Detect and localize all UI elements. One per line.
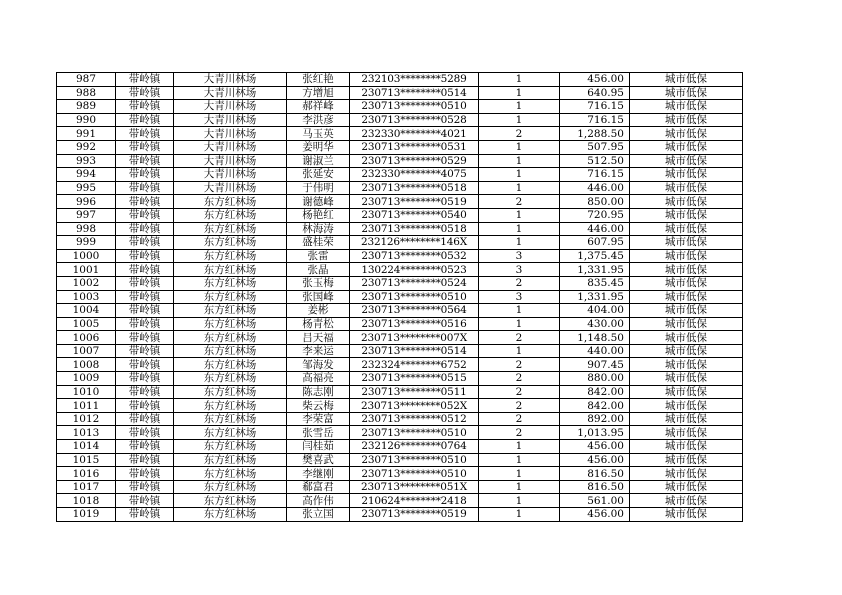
person-name-cell: 姜彬 bbox=[287, 304, 350, 318]
id-number-cell: 230713********0532 bbox=[350, 249, 479, 263]
household-count-cell: 3 bbox=[479, 249, 560, 263]
amount-cell: 456.00 bbox=[560, 440, 630, 454]
person-name-cell: 吕天福 bbox=[287, 331, 350, 345]
town-cell: 带岭镇 bbox=[116, 372, 174, 386]
town-cell: 带岭镇 bbox=[116, 127, 174, 141]
row-number-cell: 1008 bbox=[57, 358, 116, 372]
assistance-type-cell: 城市低保 bbox=[630, 73, 743, 87]
household-count-cell: 1 bbox=[479, 140, 560, 154]
town-cell: 带岭镇 bbox=[116, 412, 174, 426]
row-number-cell: 996 bbox=[57, 195, 116, 209]
amount-cell: 1,013.95 bbox=[560, 426, 630, 440]
amount-cell: 1,331.95 bbox=[560, 263, 630, 277]
household-count-cell: 2 bbox=[479, 426, 560, 440]
town-cell: 带岭镇 bbox=[116, 358, 174, 372]
household-count-cell: 1 bbox=[479, 480, 560, 494]
amount-cell: 1,148.50 bbox=[560, 331, 630, 345]
assistance-type-cell: 城市低保 bbox=[630, 494, 743, 508]
table-row bbox=[57, 440, 743, 454]
town-cell: 带岭镇 bbox=[116, 73, 174, 87]
table-row bbox=[57, 331, 743, 345]
row-number-cell: 1009 bbox=[57, 372, 116, 386]
table-row bbox=[57, 372, 743, 386]
person-name-cell: 李继刚 bbox=[287, 467, 350, 481]
household-count-cell: 1 bbox=[479, 508, 560, 522]
assistance-type-cell: 城市低保 bbox=[630, 480, 743, 494]
row-number-cell: 1000 bbox=[57, 249, 116, 263]
amount-cell: 716.15 bbox=[560, 113, 630, 127]
row-number-cell: 994 bbox=[57, 168, 116, 182]
town-cell: 带岭镇 bbox=[116, 508, 174, 522]
forest-farm-cell: 东方红林场 bbox=[174, 372, 287, 386]
person-name-cell: 邹海发 bbox=[287, 358, 350, 372]
id-number-cell: 230713********0514 bbox=[350, 344, 479, 358]
table-row bbox=[57, 399, 743, 413]
person-name-cell: 李来运 bbox=[287, 344, 350, 358]
table-row bbox=[57, 236, 743, 250]
forest-farm-cell: 东方红林场 bbox=[174, 263, 287, 277]
assistance-type-cell: 城市低保 bbox=[630, 140, 743, 154]
forest-farm-cell: 东方红林场 bbox=[174, 208, 287, 222]
id-number-cell: 230713********0510 bbox=[350, 290, 479, 304]
person-name-cell: 谢德峰 bbox=[287, 195, 350, 209]
household-count-cell: 1 bbox=[479, 467, 560, 481]
forest-farm-cell: 大青川林场 bbox=[174, 73, 287, 87]
row-number-cell: 1005 bbox=[57, 317, 116, 331]
forest-farm-cell: 大青川林场 bbox=[174, 100, 287, 114]
household-count-cell: 2 bbox=[479, 331, 560, 345]
amount-cell: 456.00 bbox=[560, 453, 630, 467]
household-count-cell: 1 bbox=[479, 181, 560, 195]
table-row bbox=[57, 290, 743, 304]
amount-cell: 607.95 bbox=[560, 236, 630, 250]
table-row bbox=[57, 508, 743, 522]
household-count-cell: 1 bbox=[479, 73, 560, 87]
forest-farm-cell: 大青川林场 bbox=[174, 181, 287, 195]
person-name-cell: 张晶 bbox=[287, 263, 350, 277]
id-number-cell: 230713********0511 bbox=[350, 385, 479, 399]
town-cell: 带岭镇 bbox=[116, 195, 174, 209]
assistance-type-cell: 城市低保 bbox=[630, 372, 743, 386]
assistance-type-cell: 城市低保 bbox=[630, 467, 743, 481]
amount-cell: 716.15 bbox=[560, 168, 630, 182]
table-row bbox=[57, 154, 743, 168]
forest-farm-cell: 大青川林场 bbox=[174, 113, 287, 127]
town-cell: 带岭镇 bbox=[116, 263, 174, 277]
forest-farm-cell: 东方红林场 bbox=[174, 249, 287, 263]
town-cell: 带岭镇 bbox=[116, 249, 174, 263]
person-name-cell: 郝祥峰 bbox=[287, 100, 350, 114]
amount-cell: 404.00 bbox=[560, 304, 630, 318]
amount-cell: 561.00 bbox=[560, 494, 630, 508]
id-number-cell: 230713********0528 bbox=[350, 113, 479, 127]
id-number-cell: 230713********0516 bbox=[350, 317, 479, 331]
id-number-cell: 230713********0510 bbox=[350, 453, 479, 467]
id-number-cell: 230713********0529 bbox=[350, 154, 479, 168]
id-number-cell: 230713********0510 bbox=[350, 100, 479, 114]
person-name-cell: 高作伟 bbox=[287, 494, 350, 508]
household-count-cell: 1 bbox=[479, 208, 560, 222]
assistance-type-cell: 城市低保 bbox=[630, 331, 743, 345]
person-name-cell: 杨艳红 bbox=[287, 208, 350, 222]
assistance-type-cell: 城市低保 bbox=[630, 399, 743, 413]
person-name-cell: 姜明华 bbox=[287, 140, 350, 154]
town-cell: 带岭镇 bbox=[116, 86, 174, 100]
table-row bbox=[57, 304, 743, 318]
id-number-cell: 230713********0531 bbox=[350, 140, 479, 154]
assistance-type-cell: 城市低保 bbox=[630, 290, 743, 304]
assistance-type-cell: 城市低保 bbox=[630, 453, 743, 467]
id-number-cell: 230713********0519 bbox=[350, 195, 479, 209]
person-name-cell: 张立国 bbox=[287, 508, 350, 522]
assistance-type-cell: 城市低保 bbox=[630, 358, 743, 372]
person-name-cell: 杨青松 bbox=[287, 317, 350, 331]
id-number-cell: 210624********2418 bbox=[350, 494, 479, 508]
town-cell: 带岭镇 bbox=[116, 399, 174, 413]
row-number-cell: 997 bbox=[57, 208, 116, 222]
table-row bbox=[57, 426, 743, 440]
person-name-cell: 陈志刚 bbox=[287, 385, 350, 399]
forest-farm-cell: 东方红林场 bbox=[174, 426, 287, 440]
town-cell: 带岭镇 bbox=[116, 426, 174, 440]
forest-farm-cell: 东方红林场 bbox=[174, 385, 287, 399]
row-number-cell: 999 bbox=[57, 236, 116, 250]
household-count-cell: 1 bbox=[479, 304, 560, 318]
table-row bbox=[57, 412, 743, 426]
id-number-cell: 232126********0764 bbox=[350, 440, 479, 454]
table-row bbox=[57, 453, 743, 467]
amount-cell: 507.95 bbox=[560, 140, 630, 154]
town-cell: 带岭镇 bbox=[116, 236, 174, 250]
person-name-cell: 闫桂茹 bbox=[287, 440, 350, 454]
id-number-cell: 230713********0524 bbox=[350, 276, 479, 290]
household-count-cell: 2 bbox=[479, 358, 560, 372]
row-number-cell: 1011 bbox=[57, 399, 116, 413]
forest-farm-cell: 东方红林场 bbox=[174, 331, 287, 345]
assistance-type-cell: 城市低保 bbox=[630, 412, 743, 426]
forest-farm-cell: 大青川林场 bbox=[174, 127, 287, 141]
town-cell: 带岭镇 bbox=[116, 304, 174, 318]
row-number-cell: 989 bbox=[57, 100, 116, 114]
amount-cell: 512.50 bbox=[560, 154, 630, 168]
assistance-type-cell: 城市低保 bbox=[630, 426, 743, 440]
row-number-cell: 988 bbox=[57, 86, 116, 100]
amount-cell: 1,375.45 bbox=[560, 249, 630, 263]
person-name-cell: 谢淑兰 bbox=[287, 154, 350, 168]
row-number-cell: 1007 bbox=[57, 344, 116, 358]
row-number-cell: 1010 bbox=[57, 385, 116, 399]
forest-farm-cell: 东方红林场 bbox=[174, 467, 287, 481]
household-count-cell: 3 bbox=[479, 263, 560, 277]
person-name-cell: 张雪岳 bbox=[287, 426, 350, 440]
row-number-cell: 992 bbox=[57, 140, 116, 154]
household-count-cell: 1 bbox=[479, 440, 560, 454]
assistance-type-cell: 城市低保 bbox=[630, 440, 743, 454]
row-number-cell: 1018 bbox=[57, 494, 116, 508]
household-count-cell: 2 bbox=[479, 399, 560, 413]
town-cell: 带岭镇 bbox=[116, 440, 174, 454]
forest-farm-cell: 东方红林场 bbox=[174, 399, 287, 413]
amount-cell: 907.45 bbox=[560, 358, 630, 372]
id-number-cell: 230713********0518 bbox=[350, 222, 479, 236]
assistance-type-cell: 城市低保 bbox=[630, 208, 743, 222]
assistance-type-cell: 城市低保 bbox=[630, 168, 743, 182]
assistance-type-cell: 城市低保 bbox=[630, 222, 743, 236]
id-number-cell: 230713********0540 bbox=[350, 208, 479, 222]
person-name-cell: 张玉梅 bbox=[287, 276, 350, 290]
table-row bbox=[57, 181, 743, 195]
person-name-cell: 柴云梅 bbox=[287, 399, 350, 413]
table-row bbox=[57, 127, 743, 141]
table-row bbox=[57, 168, 743, 182]
assistance-type-cell: 城市低保 bbox=[630, 113, 743, 127]
table-row bbox=[57, 208, 743, 222]
person-name-cell: 张雷 bbox=[287, 249, 350, 263]
table-row bbox=[57, 73, 743, 87]
amount-cell: 716.15 bbox=[560, 100, 630, 114]
forest-farm-cell: 东方红林场 bbox=[174, 453, 287, 467]
forest-farm-cell: 东方红林场 bbox=[174, 276, 287, 290]
row-number-cell: 987 bbox=[57, 73, 116, 87]
town-cell: 带岭镇 bbox=[116, 467, 174, 481]
forest-farm-cell: 东方红林场 bbox=[174, 344, 287, 358]
household-count-cell: 2 bbox=[479, 276, 560, 290]
amount-cell: 430.00 bbox=[560, 317, 630, 331]
town-cell: 带岭镇 bbox=[116, 317, 174, 331]
forest-farm-cell: 东方红林场 bbox=[174, 304, 287, 318]
household-count-cell: 2 bbox=[479, 385, 560, 399]
assistance-type-cell: 城市低保 bbox=[630, 100, 743, 114]
town-cell: 带岭镇 bbox=[116, 331, 174, 345]
town-cell: 带岭镇 bbox=[116, 100, 174, 114]
town-cell: 带岭镇 bbox=[116, 480, 174, 494]
forest-farm-cell: 大青川林场 bbox=[174, 168, 287, 182]
household-count-cell: 2 bbox=[479, 195, 560, 209]
assistance-type-cell: 城市低保 bbox=[630, 508, 743, 522]
amount-cell: 850.00 bbox=[560, 195, 630, 209]
row-number-cell: 1014 bbox=[57, 440, 116, 454]
row-number-cell: 1017 bbox=[57, 480, 116, 494]
table-row bbox=[57, 358, 743, 372]
id-number-cell: 232126********146X bbox=[350, 236, 479, 250]
forest-farm-cell: 东方红林场 bbox=[174, 236, 287, 250]
assistance-type-cell: 城市低保 bbox=[630, 195, 743, 209]
assistance-type-cell: 城市低保 bbox=[630, 304, 743, 318]
forest-farm-cell: 东方红林场 bbox=[174, 494, 287, 508]
town-cell: 带岭镇 bbox=[116, 208, 174, 222]
forest-farm-cell: 东方红林场 bbox=[174, 440, 287, 454]
assistance-type-cell: 城市低保 bbox=[630, 236, 743, 250]
household-count-cell: 1 bbox=[479, 154, 560, 168]
assistance-type-cell: 城市低保 bbox=[630, 154, 743, 168]
household-count-cell: 2 bbox=[479, 372, 560, 386]
person-name-cell: 李洪彦 bbox=[287, 113, 350, 127]
amount-cell: 720.95 bbox=[560, 208, 630, 222]
amount-cell: 446.00 bbox=[560, 222, 630, 236]
id-number-cell: 230713********0510 bbox=[350, 467, 479, 481]
forest-farm-cell: 东方红林场 bbox=[174, 290, 287, 304]
allowance-table bbox=[56, 72, 743, 522]
forest-farm-cell: 大青川林场 bbox=[174, 140, 287, 154]
town-cell: 带岭镇 bbox=[116, 113, 174, 127]
table-row bbox=[57, 263, 743, 277]
town-cell: 带岭镇 bbox=[116, 344, 174, 358]
amount-cell: 842.00 bbox=[560, 399, 630, 413]
row-number-cell: 1015 bbox=[57, 453, 116, 467]
table-row bbox=[57, 222, 743, 236]
forest-farm-cell: 东方红林场 bbox=[174, 195, 287, 209]
table-row bbox=[57, 385, 743, 399]
person-name-cell: 樊喜武 bbox=[287, 453, 350, 467]
town-cell: 带岭镇 bbox=[116, 168, 174, 182]
table-row bbox=[57, 467, 743, 481]
table-row bbox=[57, 100, 743, 114]
forest-farm-cell: 东方红林场 bbox=[174, 358, 287, 372]
assistance-type-cell: 城市低保 bbox=[630, 127, 743, 141]
town-cell: 带岭镇 bbox=[116, 276, 174, 290]
amount-cell: 816.50 bbox=[560, 480, 630, 494]
household-count-cell: 1 bbox=[479, 100, 560, 114]
table-row bbox=[57, 249, 743, 263]
assistance-type-cell: 城市低保 bbox=[630, 249, 743, 263]
id-number-cell: 232103********5289 bbox=[350, 73, 479, 87]
forest-farm-cell: 东方红林场 bbox=[174, 222, 287, 236]
amount-cell: 880.00 bbox=[560, 372, 630, 386]
amount-cell: 640.95 bbox=[560, 86, 630, 100]
person-name-cell: 盛桂荣 bbox=[287, 236, 350, 250]
person-name-cell: 张红艳 bbox=[287, 73, 350, 87]
id-number-cell: 230713********0514 bbox=[350, 86, 479, 100]
table-row bbox=[57, 344, 743, 358]
id-number-cell: 230713********0518 bbox=[350, 181, 479, 195]
forest-farm-cell: 东方红林场 bbox=[174, 480, 287, 494]
row-number-cell: 1019 bbox=[57, 508, 116, 522]
household-count-cell: 1 bbox=[479, 168, 560, 182]
table-row bbox=[57, 195, 743, 209]
town-cell: 带岭镇 bbox=[116, 222, 174, 236]
amount-cell: 1,288.50 bbox=[560, 127, 630, 141]
assistance-type-cell: 城市低保 bbox=[630, 344, 743, 358]
id-number-cell: 130224********0523 bbox=[350, 263, 479, 277]
id-number-cell: 230713********051X bbox=[350, 480, 479, 494]
forest-farm-cell: 大青川林场 bbox=[174, 86, 287, 100]
town-cell: 带岭镇 bbox=[116, 453, 174, 467]
row-number-cell: 995 bbox=[57, 181, 116, 195]
id-number-cell: 230713********0515 bbox=[350, 372, 479, 386]
id-number-cell: 232330********4021 bbox=[350, 127, 479, 141]
assistance-type-cell: 城市低保 bbox=[630, 317, 743, 331]
row-number-cell: 1001 bbox=[57, 263, 116, 277]
row-number-cell: 1006 bbox=[57, 331, 116, 345]
town-cell: 带岭镇 bbox=[116, 290, 174, 304]
table-row bbox=[57, 480, 743, 494]
row-number-cell: 998 bbox=[57, 222, 116, 236]
person-name-cell: 林海涛 bbox=[287, 222, 350, 236]
forest-farm-cell: 东方红林场 bbox=[174, 412, 287, 426]
assistance-type-cell: 城市低保 bbox=[630, 385, 743, 399]
assistance-type-cell: 城市低保 bbox=[630, 276, 743, 290]
amount-cell: 842.00 bbox=[560, 385, 630, 399]
household-count-cell: 1 bbox=[479, 86, 560, 100]
id-number-cell: 230713********052X bbox=[350, 399, 479, 413]
assistance-type-cell: 城市低保 bbox=[630, 263, 743, 277]
row-number-cell: 993 bbox=[57, 154, 116, 168]
amount-cell: 446.00 bbox=[560, 181, 630, 195]
amount-cell: 456.00 bbox=[560, 508, 630, 522]
amount-cell: 1,331.95 bbox=[560, 290, 630, 304]
person-name-cell: 郗富君 bbox=[287, 480, 350, 494]
household-count-cell: 1 bbox=[479, 222, 560, 236]
row-number-cell: 1004 bbox=[57, 304, 116, 318]
table-row bbox=[57, 276, 743, 290]
amount-cell: 456.00 bbox=[560, 73, 630, 87]
household-count-cell: 1 bbox=[479, 317, 560, 331]
row-number-cell: 1016 bbox=[57, 467, 116, 481]
amount-cell: 892.00 bbox=[560, 412, 630, 426]
household-count-cell: 1 bbox=[479, 344, 560, 358]
household-count-cell: 1 bbox=[479, 113, 560, 127]
id-number-cell: 232324********6752 bbox=[350, 358, 479, 372]
row-number-cell: 990 bbox=[57, 113, 116, 127]
id-number-cell: 230713********0510 bbox=[350, 426, 479, 440]
household-count-cell: 1 bbox=[479, 494, 560, 508]
person-name-cell: 于伟明 bbox=[287, 181, 350, 195]
amount-cell: 440.00 bbox=[560, 344, 630, 358]
table-row bbox=[57, 317, 743, 331]
forest-farm-cell: 大青川林场 bbox=[174, 154, 287, 168]
row-number-cell: 991 bbox=[57, 127, 116, 141]
town-cell: 带岭镇 bbox=[116, 154, 174, 168]
town-cell: 带岭镇 bbox=[116, 494, 174, 508]
forest-farm-cell: 东方红林场 bbox=[174, 317, 287, 331]
town-cell: 带岭镇 bbox=[116, 181, 174, 195]
id-number-cell: 230713********0519 bbox=[350, 508, 479, 522]
forest-farm-cell: 东方红林场 bbox=[174, 508, 287, 522]
id-number-cell: 230713********0564 bbox=[350, 304, 479, 318]
person-name-cell: 高福亮 bbox=[287, 372, 350, 386]
table-row bbox=[57, 86, 743, 100]
person-name-cell: 张延安 bbox=[287, 168, 350, 182]
assistance-type-cell: 城市低保 bbox=[630, 181, 743, 195]
household-count-cell: 2 bbox=[479, 412, 560, 426]
town-cell: 带岭镇 bbox=[116, 140, 174, 154]
household-count-cell: 3 bbox=[479, 290, 560, 304]
town-cell: 带岭镇 bbox=[116, 385, 174, 399]
household-count-cell: 1 bbox=[479, 236, 560, 250]
id-number-cell: 232330********4075 bbox=[350, 168, 479, 182]
amount-cell: 835.45 bbox=[560, 276, 630, 290]
person-name-cell: 张国峰 bbox=[287, 290, 350, 304]
person-name-cell: 马玉英 bbox=[287, 127, 350, 141]
table-row bbox=[57, 140, 743, 154]
row-number-cell: 1012 bbox=[57, 412, 116, 426]
amount-cell: 816.50 bbox=[560, 467, 630, 481]
person-name-cell: 李荣富 bbox=[287, 412, 350, 426]
table-row bbox=[57, 494, 743, 508]
row-number-cell: 1002 bbox=[57, 276, 116, 290]
row-number-cell: 1003 bbox=[57, 290, 116, 304]
person-name-cell: 方增旭 bbox=[287, 86, 350, 100]
assistance-type-cell: 城市低保 bbox=[630, 86, 743, 100]
household-count-cell: 1 bbox=[479, 453, 560, 467]
household-count-cell: 2 bbox=[479, 127, 560, 141]
table-row bbox=[57, 113, 743, 127]
row-number-cell: 1013 bbox=[57, 426, 116, 440]
id-number-cell: 230713********007X bbox=[350, 331, 479, 345]
id-number-cell: 230713********0512 bbox=[350, 412, 479, 426]
table-body bbox=[57, 73, 743, 522]
